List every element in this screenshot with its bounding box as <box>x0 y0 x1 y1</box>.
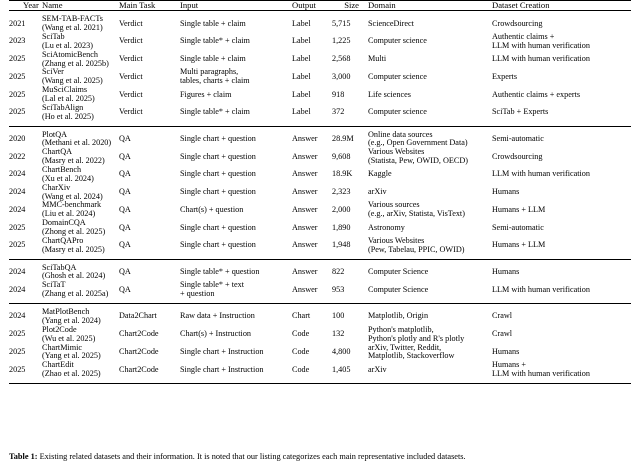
cell-domain <box>368 344 492 362</box>
cell-dataset-name <box>42 344 119 362</box>
cell-domain <box>368 126 492 148</box>
table-row <box>9 104 631 126</box>
cell-line: Multi <box>368 54 387 64</box>
cell-line: Single table* + claim <box>180 107 250 117</box>
cell-line: Single table* + question <box>180 267 260 277</box>
column-header-output: Output <box>292 0 316 10</box>
cell-line: arXiv <box>368 364 387 374</box>
cell-line: Multi paragraphs, <box>180 67 239 77</box>
cell-line: Single chart + Instruction <box>180 346 264 356</box>
cell-line: Crowdsourcing <box>492 18 543 28</box>
cell-year: 2024 <box>9 284 26 294</box>
cell-line: Crawl <box>492 311 513 321</box>
cell-input <box>180 68 292 86</box>
dataset-citation: (Zhao et al. 2025) <box>42 369 101 379</box>
cell-year: 2024 <box>9 267 26 277</box>
table-row <box>9 326 631 344</box>
cell-line: Humans + <box>492 360 526 370</box>
header-row <box>9 1 631 11</box>
cell-main-task: QA <box>119 169 131 179</box>
cell-line: Computer science <box>368 71 427 81</box>
cell-domain <box>368 148 492 166</box>
cell-size: 822 <box>332 267 345 277</box>
cell-line: Experts <box>492 71 518 81</box>
cell-output: Chart <box>292 311 311 321</box>
cell-size: 1,948 <box>332 240 351 250</box>
dataset-name-label: ChartQA <box>42 147 73 157</box>
cell-line: Matplotlib, Stackoverflow <box>368 351 455 361</box>
cell-input <box>180 86 292 104</box>
cell-dataset-name <box>42 11 119 33</box>
table-header <box>9 1 631 11</box>
cell-domain <box>368 51 492 69</box>
cell-line: (e.g., Open Government Data) <box>368 138 468 148</box>
cell-domain <box>368 33 492 51</box>
cell-line: arXiv <box>368 187 387 197</box>
cell-output: Answer <box>292 134 318 144</box>
cell-input <box>180 361 292 383</box>
cell-output: Answer <box>292 187 318 197</box>
cell-main-task: QA <box>119 267 131 277</box>
cell-line: Single table + claim <box>180 54 246 64</box>
cell-year: 2025 <box>9 329 26 339</box>
dataset-citation: (Zhang et al. 2025b) <box>42 58 109 68</box>
dataset-name-label: ChartMimic <box>42 342 83 352</box>
cell-main-task: Chart2Code <box>119 346 159 356</box>
cell-input <box>180 33 292 51</box>
cell-input <box>180 304 292 326</box>
cell-line: Single table + claim <box>180 18 246 28</box>
cell-year: 2025 <box>9 107 26 117</box>
column-header-domain: Domain <box>368 0 396 10</box>
cell-domain <box>368 281 492 303</box>
cell-year: 2025 <box>9 71 26 81</box>
cell-dataset-name <box>42 281 119 303</box>
cell-dataset-name <box>42 304 119 326</box>
cell-domain <box>368 68 492 86</box>
cell-domain <box>368 304 492 326</box>
cell-dataset-name <box>42 259 119 281</box>
cell-line: Authentic claims + <box>492 32 555 41</box>
cell-main-task: QA <box>119 204 131 214</box>
cell-year: 2021 <box>9 18 26 28</box>
cell-line: Humans + LLM <box>492 204 546 214</box>
dataset-name-label: PlotQA <box>42 129 68 139</box>
cell-dataset-name <box>42 166 119 184</box>
cell-input <box>180 51 292 69</box>
dataset-citation: (Zhong et al. 2025) <box>42 227 106 237</box>
cell-dataset-name <box>42 68 119 86</box>
cell-line: Various Websites <box>368 147 425 157</box>
cell-line: tables, charts + claim <box>180 76 250 86</box>
cell-size: 1,890 <box>332 222 351 232</box>
cell-input <box>180 219 292 237</box>
cell-line: Humans <box>492 346 520 356</box>
cell-input <box>180 237 292 259</box>
cell-dataset-name <box>42 33 119 51</box>
cell-line: (e.g., arXiv, Statista, VisText) <box>368 209 465 219</box>
dataset-citation: (Yang et al. 2024) <box>42 315 101 325</box>
cell-year: 2025 <box>9 364 26 374</box>
caption-label: Table 1: <box>9 452 38 461</box>
cell-input <box>180 166 292 184</box>
cell-dataset-creation <box>492 126 631 148</box>
cell-line: Various Websites <box>368 235 425 245</box>
cell-size: 1,225 <box>332 36 351 46</box>
cell-size: 918 <box>332 89 345 99</box>
cell-year: 2025 <box>9 54 26 64</box>
table-row <box>9 184 631 202</box>
cell-year: 2024 <box>9 311 26 321</box>
cell-line: LLM with human verification <box>492 169 590 179</box>
cell-line: Single chart + question <box>180 222 256 232</box>
dataset-citation: (Xu et al. 2024) <box>42 173 94 183</box>
cell-dataset-creation <box>492 281 631 303</box>
cell-line: Semi-automatic <box>492 134 544 144</box>
cell-dataset-creation <box>492 166 631 184</box>
cell-main-task: Verdict <box>119 54 143 64</box>
cell-line: arXiv, Twitter, Reddit, <box>368 342 442 352</box>
cell-output: Answer <box>292 151 318 161</box>
dataset-name-label: ChartBench <box>42 165 82 175</box>
table-row <box>9 259 631 281</box>
dataset-citation: (Liu et al. 2024) <box>42 209 96 219</box>
dataset-citation: (Masry et al. 2022) <box>42 156 105 166</box>
cell-line: ScienceDirect <box>368 18 414 28</box>
table-row <box>9 166 631 184</box>
cell-line: + question <box>180 289 215 299</box>
dataset-name-label: MuSciClaims <box>42 85 88 95</box>
cell-line: Single chart + question <box>180 169 256 179</box>
cell-dataset-creation <box>492 148 631 166</box>
cell-domain <box>368 237 492 259</box>
cell-domain <box>368 104 492 126</box>
cell-line: LLM with human verification <box>492 54 590 64</box>
dataset-citation: (Wang et al. 2024) <box>42 191 103 201</box>
cell-domain <box>368 86 492 104</box>
cell-line: Single chart + question <box>180 151 256 161</box>
cell-input <box>180 201 292 219</box>
cell-dataset-creation <box>492 344 631 362</box>
cell-dataset-name <box>42 361 119 383</box>
cell-main-task: QA <box>119 222 131 232</box>
cell-output: Code <box>292 329 310 339</box>
table-row <box>9 361 631 383</box>
cell-domain <box>368 201 492 219</box>
cell-line: Single table* + claim <box>180 36 250 46</box>
cell-year: 2024 <box>9 204 26 214</box>
cell-main-task: QA <box>119 151 131 161</box>
cell-domain <box>368 259 492 281</box>
cell-main-task: Data2Chart <box>119 311 157 321</box>
cell-output: Label <box>292 54 311 64</box>
cell-domain <box>368 184 492 202</box>
datasets-table <box>9 0 631 384</box>
cell-dataset-creation <box>492 33 631 51</box>
cell-line: Humans <box>492 187 520 197</box>
cell-output: Answer <box>292 222 318 232</box>
cell-line: Online data sources <box>368 129 433 139</box>
cell-size: 3,000 <box>332 71 351 81</box>
cell-output: Answer <box>292 169 318 179</box>
cell-line: Computer Science <box>368 267 429 277</box>
table-row <box>9 201 631 219</box>
table-row <box>9 86 631 104</box>
cell-line: Single chart + Instruction <box>180 364 264 374</box>
cell-main-task: QA <box>119 240 131 250</box>
cell-line: Astronomy <box>368 222 405 232</box>
table-row <box>9 237 631 259</box>
cell-dataset-creation <box>492 219 631 237</box>
cell-year: 2022 <box>9 151 26 161</box>
cell-input <box>180 326 292 344</box>
cell-line: Humans + LLM <box>492 240 546 250</box>
cell-dataset-creation <box>492 361 631 383</box>
cell-line: Chart(s) + question <box>180 204 244 214</box>
cell-line: Authentic claims + experts <box>492 89 581 99</box>
cell-line: (Statista, Pew, OWID, OECD) <box>368 156 468 166</box>
cell-dataset-name <box>42 201 119 219</box>
cell-size: 5,715 <box>332 18 351 28</box>
cell-output: Label <box>292 71 311 81</box>
table-row <box>9 126 631 148</box>
column-header-name: Name <box>42 0 63 10</box>
cell-line: Python's plotly and R's plotly <box>368 333 465 343</box>
table-row <box>9 33 631 51</box>
dataset-citation: (Lu et al. 2023) <box>42 40 93 50</box>
cell-size: 132 <box>332 329 345 339</box>
cell-main-task: Chart2Code <box>119 364 159 374</box>
figure-caption <box>9 452 631 461</box>
cell-size: 4,800 <box>332 346 351 356</box>
table-row <box>9 148 631 166</box>
cell-line: Crowdsourcing <box>492 151 543 161</box>
dataset-citation: (Zhang et al. 2025a) <box>42 289 109 299</box>
cell-line: Humans <box>492 267 520 277</box>
dataset-name-label: ChartQAPro <box>42 235 84 245</box>
dataset-name-label: DomainCQA <box>42 218 86 228</box>
cell-line: SciTab + Experts <box>492 107 549 117</box>
dataset-citation: (Wu et al. 2025) <box>42 333 96 343</box>
cell-main-task: QA <box>119 187 131 197</box>
cell-dataset-name <box>42 219 119 237</box>
cell-size: 28.9M <box>332 134 354 144</box>
column-header-year: Year <box>23 0 39 10</box>
dataset-name-label: SciTaT <box>42 280 66 290</box>
dataset-name-label: MatPlotBench <box>42 307 90 317</box>
dataset-name-label: MMC-benchmark <box>42 200 102 210</box>
dataset-name-label: SciTabQA <box>42 262 77 272</box>
cell-line: Chart(s) + Instruction <box>180 329 252 339</box>
cell-main-task: Verdict <box>119 107 143 117</box>
cell-output: Code <box>292 346 310 356</box>
column-header-main-task: Main Task <box>119 0 156 10</box>
cell-year: 2025 <box>9 222 26 232</box>
cell-size: 100 <box>332 311 345 321</box>
column-header-input: Input <box>180 0 199 10</box>
cell-input <box>180 344 292 362</box>
cell-dataset-creation <box>492 304 631 326</box>
cell-main-task: Chart2Code <box>119 329 159 339</box>
cell-output: Code <box>292 364 310 374</box>
cell-line: Computer Science <box>368 284 429 294</box>
table-row <box>9 68 631 86</box>
table-body <box>9 11 631 384</box>
cell-line: LLM with human verification <box>492 40 590 50</box>
dataset-citation: (Ho et al. 2025) <box>42 111 94 121</box>
cell-output: Answer <box>292 267 318 277</box>
dataset-name-label: SEM-TAB-FACTs <box>42 14 103 24</box>
cell-output: Label <box>292 18 311 28</box>
cell-domain <box>368 361 492 383</box>
cell-dataset-creation <box>492 326 631 344</box>
dataset-name-label: SciTabAlign <box>42 102 84 112</box>
cell-dataset-name <box>42 326 119 344</box>
cell-line: Single chart + question <box>180 134 256 144</box>
cell-year: 2020 <box>9 134 26 144</box>
dataset-citation: (Yang et al. 2025) <box>42 351 101 361</box>
cell-line: Various sources <box>368 200 420 210</box>
table-row <box>9 281 631 303</box>
cell-dataset-creation <box>492 184 631 202</box>
caption-text: Existing related datasets and their information. It is noted that our listing categorizes each main representative included datasets. <box>39 452 466 461</box>
cell-line: LLM with human verification <box>492 284 590 294</box>
cell-dataset-name <box>42 104 119 126</box>
dataset-name-label: Plot2Code <box>42 324 77 334</box>
cell-line: Computer science <box>368 107 427 117</box>
cell-line: LLM with human verification <box>492 369 590 379</box>
cell-main-task: QA <box>119 284 131 294</box>
cell-year: 2025 <box>9 346 26 356</box>
table-row <box>9 51 631 69</box>
table-row <box>9 344 631 362</box>
cell-dataset-creation <box>492 237 631 259</box>
cell-input <box>180 259 292 281</box>
cell-main-task: QA <box>119 134 131 144</box>
cell-year: 2025 <box>9 240 26 250</box>
dataset-citation: (Lal et al. 2025) <box>42 94 95 104</box>
cell-output: Answer <box>292 240 318 250</box>
cell-size: 372 <box>332 107 345 117</box>
cell-year: 2024 <box>9 169 26 179</box>
cell-input <box>180 281 292 303</box>
dataset-citation: (Wang et al. 2021) <box>42 23 103 33</box>
cell-domain <box>368 326 492 344</box>
cell-dataset-creation <box>492 201 631 219</box>
cell-domain <box>368 219 492 237</box>
cell-input <box>180 184 292 202</box>
cell-domain <box>368 166 492 184</box>
cell-output: Label <box>292 36 311 46</box>
column-header-dataset-creation: Dataset Creation <box>492 0 550 10</box>
cell-dataset-creation <box>492 259 631 281</box>
cell-line: Computer science <box>368 36 427 46</box>
cell-dataset-creation <box>492 86 631 104</box>
cell-dataset-name <box>42 126 119 148</box>
cell-size: 18.9K <box>332 169 353 179</box>
cell-dataset-name <box>42 184 119 202</box>
cell-line: Kaggle <box>368 169 392 179</box>
cell-dataset-name <box>42 51 119 69</box>
cell-main-task: Verdict <box>119 71 143 81</box>
dataset-citation: (Ghosh et al. 2024) <box>42 271 106 281</box>
cell-line: Python's matplotlib, <box>368 324 434 334</box>
cell-main-task: Verdict <box>119 89 143 99</box>
table-row <box>9 219 631 237</box>
cell-main-task: Verdict <box>119 18 143 28</box>
cell-line: Semi-automatic <box>492 222 544 232</box>
cell-size: 953 <box>332 284 345 294</box>
cell-input <box>180 126 292 148</box>
cell-dataset-name <box>42 237 119 259</box>
cell-line: Single chart + question <box>180 187 256 197</box>
cell-input <box>180 11 292 33</box>
dataset-name-label: CharXiv <box>42 182 71 192</box>
dataset-name-label: SciAtomicBench <box>42 49 98 59</box>
cell-dataset-creation <box>492 51 631 69</box>
cell-output: Label <box>292 89 311 99</box>
cell-input <box>180 148 292 166</box>
cell-size: 2,568 <box>332 54 351 64</box>
cell-line: (Pew, Tabelau, PPIC, OWID) <box>368 244 465 254</box>
cell-line: Raw data + Instruction <box>180 311 255 321</box>
cell-line: Crawl <box>492 329 513 339</box>
table-row <box>9 11 631 33</box>
dataset-name-label: SciTab <box>42 32 65 41</box>
cell-dataset-name <box>42 86 119 104</box>
cell-size: 1,405 <box>332 364 351 374</box>
cell-line: Matplotlib, Origin <box>368 311 429 321</box>
cell-dataset-creation <box>492 11 631 33</box>
cell-year: 2025 <box>9 89 26 99</box>
dataset-citation: (Masry et al. 2025) <box>42 244 105 254</box>
cell-input <box>180 104 292 126</box>
cell-output: Label <box>292 107 311 117</box>
cell-dataset-creation <box>492 68 631 86</box>
cell-year: 2024 <box>9 187 26 197</box>
cell-domain <box>368 11 492 33</box>
cell-output: Answer <box>292 204 318 214</box>
cell-year: 2023 <box>9 36 26 46</box>
cell-line: Life sciences <box>368 89 411 99</box>
cell-dataset-creation <box>492 104 631 126</box>
cell-line: Figures + claim <box>180 89 232 99</box>
dataset-name-label: SciVer <box>42 67 64 77</box>
cell-size: 2,323 <box>332 187 351 197</box>
cell-main-task: Verdict <box>119 36 143 46</box>
cell-line: Single table* + text <box>180 280 244 290</box>
column-header-size: Size <box>344 0 359 10</box>
cell-size: 2,000 <box>332 204 351 214</box>
cell-size: 9,608 <box>332 151 351 161</box>
cell-line: Single chart + question <box>180 240 256 250</box>
dataset-citation: (Methani et al. 2020) <box>42 138 112 148</box>
cell-dataset-name <box>42 148 119 166</box>
cell-output: Answer <box>292 284 318 294</box>
dataset-name-label: ChartEdit <box>42 360 74 370</box>
dataset-citation: (Wang et al. 2025) <box>42 76 103 86</box>
table-row <box>9 304 631 326</box>
